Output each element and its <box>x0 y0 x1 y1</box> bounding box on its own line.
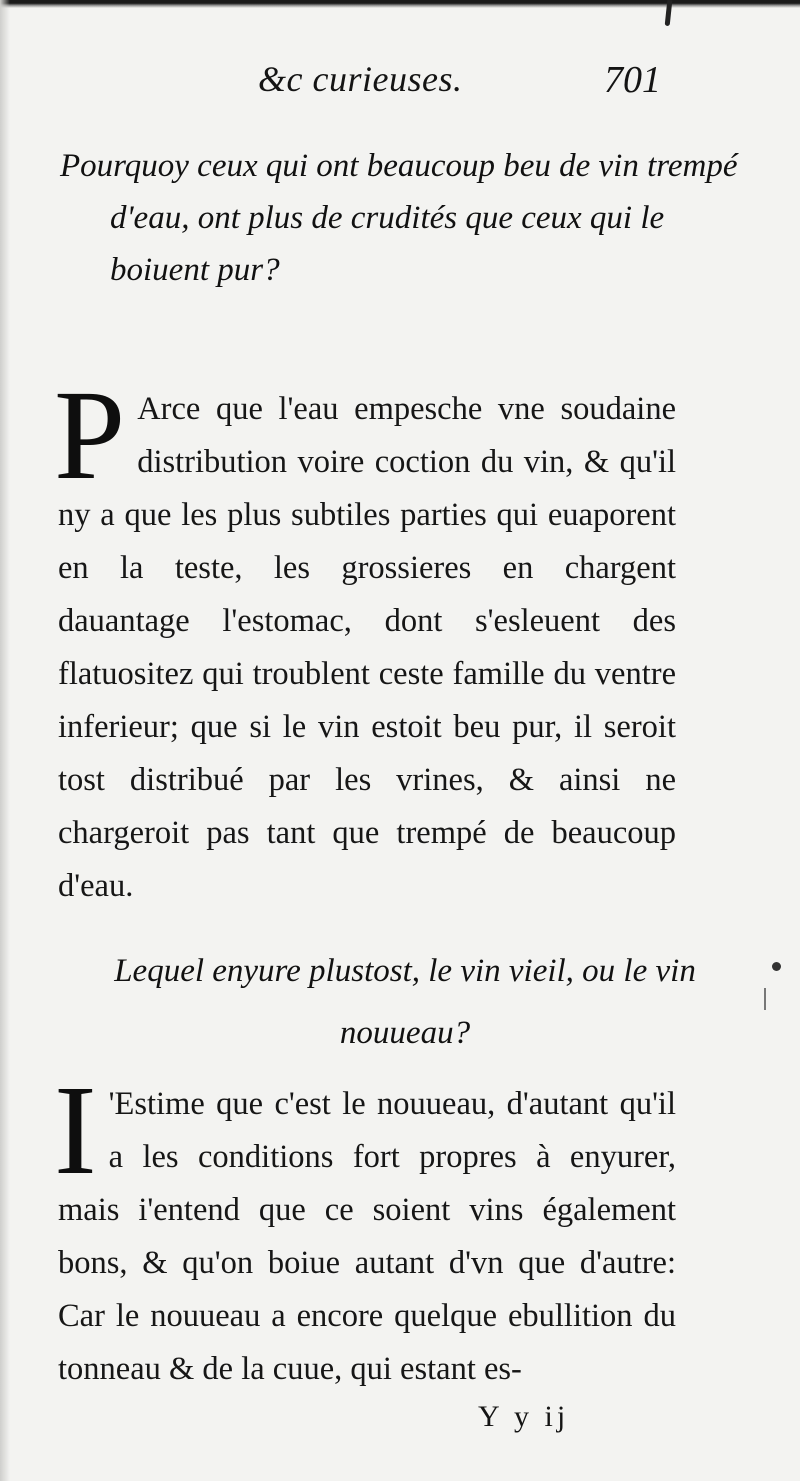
page-top-edge <box>0 0 800 8</box>
drop-cap: P <box>54 364 126 506</box>
answer-text: Arce que l'eau empesche vne soudaine distribution voire coction du vin, & qu'il ny a que les plus subtiles parties qui euaporent en la teste, les grossieres en chargent dauantage l'estomac, dont s'esleuent des flatuositez qui troublent ceste famille du ventre inferieur; que si le vin estoit beu pur, il seroit tost distribué par les vrines, & ainsi ne chargeroit pas tant que trempé de beaucoup d'eau. <box>58 391 676 904</box>
answer-paragraph <box>54 364 676 913</box>
answer-paragraph <box>54 1059 676 1396</box>
gutter-shadow <box>0 0 10 1481</box>
running-head: &c curieuses. <box>258 59 463 99</box>
question-heading: Lequel enyure plustost, le vin vieil, ou le vin nouueau? <box>114 953 696 1051</box>
signature-mark: Y y ij <box>478 1400 570 1433</box>
page-header <box>0 58 800 108</box>
answer-text: 'Estime que c'est le nouueau, d'autant qu'il a les conditions fort propres à enyurer, mais i'entend que ce soient vins également bons, & qu'on boiue autant d'vn que d'autre: Car le nouueau a encore quelque ebullition du tonneau & de la cuue, qui estant es- <box>58 1086 676 1387</box>
edge-mark <box>764 988 766 1010</box>
question-heading: Pourquoy ceux qui ont beaucoup beu de vin trempé d'eau, ont plus de crudités que ceux qui le boiuent pur? <box>60 148 738 288</box>
drop-cap: I <box>54 1059 97 1201</box>
page-number: 701 <box>604 59 661 101</box>
ink-speck <box>772 962 781 971</box>
